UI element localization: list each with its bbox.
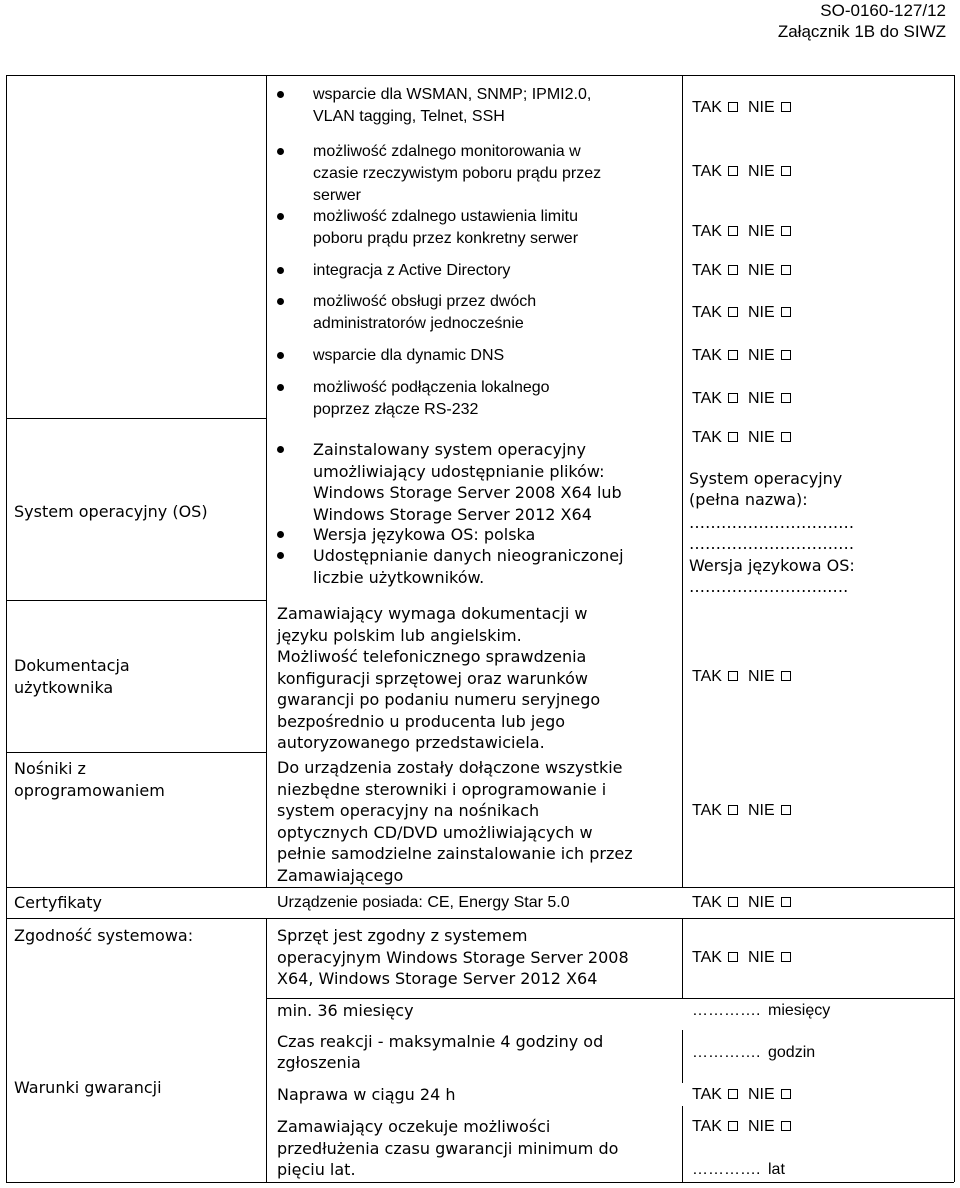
bullet-icon — [277, 531, 284, 538]
tak-label: TAK — [692, 1118, 722, 1135]
row-separator — [6, 918, 954, 919]
tak-checkbox[interactable] — [728, 166, 738, 176]
documentation-text-line: konfiguracji sprzętowej oraz warunków — [277, 668, 588, 688]
tak-label: TAK — [692, 304, 722, 321]
doc-reference: SO-0160-127/12 — [820, 1, 946, 20]
dynamic-dns-item-line: wsparcie dla dynamic DNS — [313, 347, 505, 364]
documentation-tak-nie — [692, 667, 791, 686]
table-border-bottom — [6, 1182, 954, 1183]
column-separator — [682, 75, 683, 887]
bullet-icon — [277, 91, 284, 98]
column-separator — [266, 75, 267, 887]
tak-checkbox[interactable] — [728, 671, 738, 681]
os-tak-nie — [692, 428, 791, 447]
rs232-item-tak-nie — [692, 389, 791, 408]
nie-label: NIE — [747, 262, 775, 279]
bullet-icon — [277, 552, 284, 559]
nie-checkbox[interactable] — [781, 265, 791, 275]
nie-checkbox[interactable] — [781, 393, 791, 403]
power-limit-item-line: możliwość zdalnego ustawienia limitu — [313, 208, 579, 225]
nie-label: NIE — [747, 802, 775, 819]
label-media: Nośniki z — [14, 759, 86, 778]
nie-label: NIE — [747, 1118, 775, 1135]
tak-checkbox[interactable] — [728, 393, 738, 403]
rs232-item-line: możliwość podłączenia lokalnego — [313, 379, 550, 396]
tak-label: TAK — [692, 429, 722, 446]
column-separator — [682, 918, 683, 998]
doc-header — [778, 0, 946, 42]
row-separator — [6, 600, 266, 601]
tak-label: TAK — [692, 390, 722, 407]
nie-label: NIE — [747, 668, 775, 685]
nie-label: NIE — [747, 347, 775, 364]
nie-checkbox[interactable] — [781, 897, 791, 907]
nie-label: NIE — [747, 1086, 775, 1103]
os-installed-item-line: Zainstalowany system operacyjny — [313, 440, 587, 459]
bullet-icon — [277, 352, 284, 359]
nie-checkbox[interactable] — [781, 226, 791, 236]
nie-label: NIE — [747, 99, 775, 116]
tak-label: TAK — [692, 894, 722, 911]
warranty-months-text-line: min. 36 miesięcy — [277, 1001, 414, 1020]
doc-attachment: Załącznik 1B do SIWZ — [777, 22, 946, 41]
bullet-icon — [277, 446, 284, 453]
power-monitor-item-line: serwer — [313, 187, 362, 204]
warranty-years-dots: …………. — [692, 1161, 761, 1178]
column-separator — [266, 918, 267, 1182]
nie-checkbox[interactable] — [781, 432, 791, 442]
compatibility-text-line: Sprzęt jest zgodny z systemem — [277, 926, 528, 945]
os-name-dots: ……………………….… — [689, 513, 855, 532]
tak-label: TAK — [692, 99, 722, 116]
power-monitor-item-tak-nie — [692, 162, 791, 181]
active-directory-item-tak-nie — [692, 261, 791, 280]
os-lang-dots: ……………………..…. — [689, 577, 849, 596]
two-admins-item-line: możliwość obsługi przez dwóch — [313, 293, 537, 310]
warranty-extend-text-line: pięciu lat. — [277, 1160, 356, 1179]
nie-label: NIE — [747, 429, 775, 446]
nie-label: NIE — [747, 304, 775, 321]
label-os: System operacyjny (OS) — [14, 502, 208, 521]
warranty-hours-unit: godzin — [768, 1044, 816, 1061]
table-border-top — [6, 75, 954, 76]
nie-checkbox[interactable] — [781, 1121, 791, 1131]
row-separator — [6, 887, 954, 888]
tak-label: TAK — [692, 163, 722, 180]
os-lang-label: Wersja językowa OS: — [689, 556, 855, 575]
bullet-icon — [277, 148, 284, 155]
os-name-sub: (pełna nazwa): — [689, 490, 808, 509]
bullet-icon — [277, 213, 284, 220]
warranty-repair-tak-nie — [692, 1085, 791, 1104]
certificates-text-line: Urządzenie posiada: CE, Energy Star 5.0 — [277, 894, 570, 911]
warranty-extend-tak-nie — [692, 1117, 791, 1136]
os-name-label: System operacyjny — [689, 469, 843, 488]
two-admins-item-tak-nie — [692, 303, 791, 322]
bullet-icon — [277, 384, 284, 391]
nie-checkbox[interactable] — [781, 350, 791, 360]
os-installed-item-line: Windows Storage Server 2008 X64 lub — [313, 483, 622, 502]
tak-checkbox[interactable] — [728, 226, 738, 236]
wsman-item-tak-nie — [692, 98, 791, 117]
media-text-line: system operacyjny na nośnikach — [277, 801, 540, 820]
row-separator — [266, 998, 954, 999]
wsman-item-line: VLAN tagging, Telnet, SSH — [313, 108, 505, 125]
media-text-line: Zamawiającego — [277, 865, 404, 885]
column-separator — [682, 1106, 683, 1182]
label-compatibility: Zgodność systemowa: — [14, 926, 194, 945]
compatibility-text-line: X64, Windows Storage Server 2012 X64 — [277, 969, 598, 988]
rs232-item-line: poprzez złącze RS-232 — [313, 401, 479, 418]
warranty-repair-text-line: Naprawa w ciągu 24 h — [277, 1085, 456, 1104]
label-certificates: Certyfikaty — [14, 893, 102, 912]
nie-checkbox[interactable] — [781, 805, 791, 815]
tak-checkbox[interactable] — [728, 805, 738, 815]
tak-label: TAK — [692, 802, 722, 819]
documentation-text-line: autoryzowanego przedstawiciela. — [277, 733, 545, 752]
media-tak-nie — [692, 801, 791, 820]
tak-label: TAK — [692, 262, 722, 279]
documentation-text-line: Zamawiający wymaga dokumentacji w — [277, 604, 588, 623]
label-warranty: Warunki gwarancji — [14, 1078, 162, 1097]
nie-label: NIE — [747, 949, 775, 966]
certificates-tak-nie — [692, 893, 791, 912]
os-users-item-line: liczbie użytkowników. — [313, 567, 485, 587]
warranty-months-dots: …………. — [692, 1002, 761, 1019]
table-border-left — [6, 75, 7, 1182]
warranty-extend-text-line: przedłużenia czasu gwarancji minimum do — [277, 1138, 619, 1158]
table-border-right — [954, 75, 955, 1182]
tak-label: TAK — [692, 668, 722, 685]
os-installed-item-line: umożliwiający udostępnianie plików: — [313, 461, 605, 481]
documentation-text-line: języku polskim lub angielskim. — [277, 625, 522, 645]
dynamic-dns-item-tak-nie — [692, 346, 791, 365]
tak-checkbox[interactable] — [728, 1089, 738, 1099]
bullet-icon — [277, 267, 284, 274]
nie-label: NIE — [747, 894, 775, 911]
os-name-dots: ……………………….… — [689, 534, 855, 553]
label-media: oprogramowaniem — [14, 781, 165, 800]
row-separator — [6, 752, 266, 753]
compatibility-text-line: operacyjnym Windows Storage Server 2008 — [277, 947, 629, 967]
nie-checkbox[interactable] — [781, 102, 791, 112]
active-directory-item-line: integracja z Active Directory — [313, 262, 511, 279]
power-monitor-item-line: czasie rzeczywistym poboru prądu przez — [313, 165, 602, 182]
tak-label: TAK — [692, 949, 722, 966]
os-language-item-line: Wersja językowa OS: polska — [313, 525, 536, 544]
tak-checkbox[interactable] — [728, 432, 738, 442]
media-text-line: optycznych CD/DVD umożliwiających w — [277, 822, 593, 842]
warranty-reaction-text-line: Czas reakcji - maksymalnie 4 godziny od — [277, 1032, 604, 1051]
tak-label: TAK — [692, 347, 722, 364]
wsman-item-line: wsparcie dla WSMAN, SNMP; IPMI2.0, — [313, 86, 592, 103]
nie-checkbox[interactable] — [781, 671, 791, 681]
power-limit-item-tak-nie — [692, 222, 791, 241]
warranty-extend-text-line: Zamawiający oczekuje możliwości — [277, 1117, 551, 1136]
tak-checkbox[interactable] — [728, 1121, 738, 1131]
power-monitor-item-line: możliwość zdalnego monitorowania w — [313, 143, 581, 160]
nie-label: NIE — [747, 223, 775, 240]
nie-checkbox[interactable] — [781, 166, 791, 176]
nie-checkbox[interactable] — [781, 952, 791, 962]
os-installed-item-line: Windows Storage Server 2012 X64 — [313, 504, 592, 524]
nie-checkbox[interactable] — [781, 307, 791, 317]
label-documentation: Dokumentacja — [14, 656, 130, 675]
tak-label: TAK — [692, 223, 722, 240]
tak-checkbox[interactable] — [728, 350, 738, 360]
os-users-item-line: Udostępnianie danych nieograniczonej — [313, 546, 624, 565]
documentation-text-line: gwarancji po podaniu numeru seryjnego — [277, 690, 601, 709]
compatibility-tak-nie — [692, 948, 791, 967]
bullet-icon — [277, 298, 284, 305]
tak-checkbox[interactable] — [728, 897, 738, 907]
nie-label: NIE — [747, 163, 775, 180]
documentation-text-line: bezpośrednio u producenta lub jego — [277, 711, 566, 731]
media-text-line: pełnie samodzielne zainstalowanie ich przez — [277, 844, 633, 863]
warranty-years-unit: lat — [768, 1161, 785, 1178]
label-documentation: użytkownika — [14, 678, 114, 697]
column-separator — [682, 1030, 683, 1083]
warranty-hours-dots: …………. — [692, 1044, 761, 1061]
tak-checkbox[interactable] — [728, 102, 738, 112]
tak-checkbox[interactable] — [728, 952, 738, 962]
documentation-text-line: Możliwość telefonicznego sprawdzenia — [277, 647, 587, 666]
power-limit-item-line: poboru prądu przez konkretny serwer — [313, 230, 579, 247]
tak-checkbox[interactable] — [728, 265, 738, 275]
two-admins-item-line: administratorów jednocześnie — [313, 315, 524, 332]
tak-label: TAK — [692, 1086, 722, 1103]
nie-checkbox[interactable] — [781, 1089, 791, 1099]
warranty-months-unit: miesięcy — [768, 1002, 831, 1019]
media-text-line: Do urządzenia zostały dołączone wszystkie — [277, 758, 623, 777]
tak-checkbox[interactable] — [728, 307, 738, 317]
nie-label: NIE — [747, 390, 775, 407]
media-text-line: niezbędne sterowniki i oprogramowanie i — [277, 779, 607, 799]
row-separator — [6, 418, 266, 419]
warranty-reaction-text-line: zgłoszenia — [277, 1053, 361, 1072]
